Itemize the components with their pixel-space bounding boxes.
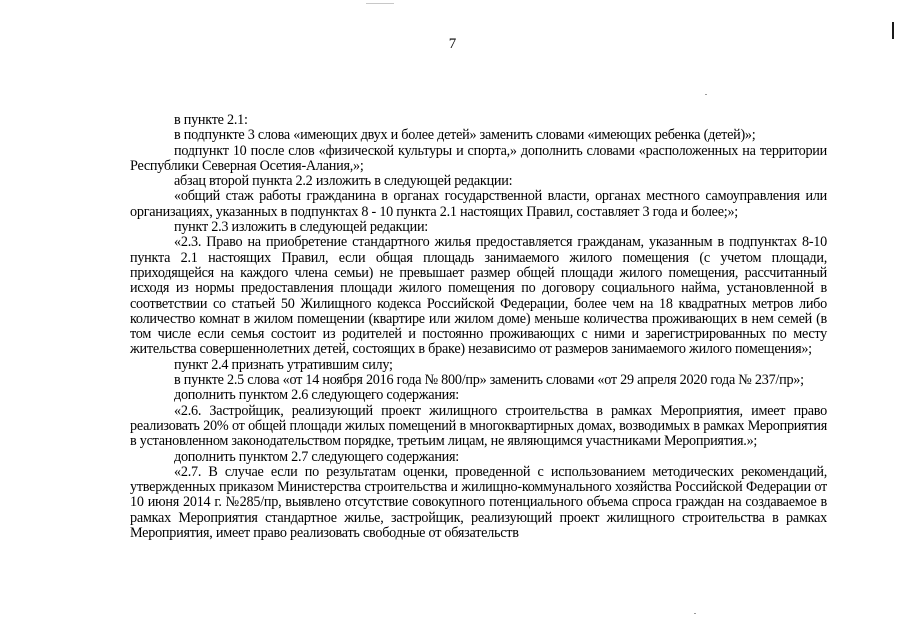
paragraph: абзац второй пункта 2.2 изложить в следующей редакции:	[174, 173, 513, 190]
paragraph: дополнить пунктом 2.6 следующего содержания:	[174, 387, 459, 404]
paragraph: в пункте 2.1:	[174, 112, 248, 128]
paragraph: «2.6. Застройщик, реализующий проект жилищного строительства в рамках Мероприятия, имеет право реализовать 20% от общей площади жилых помещений в многоквартирных домах, возводимых в рамках Мероприятия в установленном законодательством порядке, третьим лицам, не являющимся участниками Мероприятия.»;	[130, 402, 827, 450]
paragraph: подпункт 10 после слов «физической культуры и спорта,» дополнить словами «расположенных на территории Республики Северная Осетия-Алания,»;	[130, 142, 827, 174]
scan-artifact-top	[366, 0, 394, 4]
scan-speck	[705, 94, 707, 95]
paragraph: в пункте 2.5 слова «от 14 ноября 2016 года № 800/пр» заменить словами «от 29 апреля 2020 года № 237/пр»;	[174, 372, 804, 389]
document-body	[130, 113, 827, 541]
paragraph: дополнить пунктом 2.7 следующего содержания:	[174, 448, 459, 465]
paragraph: «2.3. Право на приобретение стандартного жилья предоставляется гражданам, указанным в подпунктах 8-10 пункта 2.1 настоящих Правил, если общая площадь занимаемого жилого помещения (с учетом площади, приходящейся на каждого члена семьи) не превышает размер общей площади жилого помещения, рассчитанный исходя из нормы предоставления площади жилого помещения по договору социального найма, установленной в соответствии со статьей 50 Жилищного кодекса Российской Федерации, более чем на 18 квадратных метров либо количество комнат в жилом помещении (квартире или жилом доме) меньше количества проживающих в нем семей (в том числе если семья состоит из родителей и постоянно проживающих с ними и зарегистрированных по месту жительства совершеннолетних детей, состоящих в браке) независимо от размеров занимаемого жилого помещения»;	[130, 234, 827, 358]
paragraph: «2.7. В случае если по результатам оценки, проведенной с использованием методических рекомендаций, утвержденных приказом Министерства строительства и жилищно-коммунального хозяйства Российской Федерации от 10 июня 2014 г. №285/пр, выявлено отсутствие совокупного потенциального объема спроса граждан на создаваемое в рамках Мероприятия стандартное жилье, застройщик, реализующий проект жилищного строительства в рамках Мероприятия, имеет право реализовать свободные от обязательств	[130, 463, 827, 542]
scan-speck	[694, 613, 696, 614]
page-number: 7	[448, 36, 457, 52]
paragraph: пункт 2.3 изложить в следующей редакции:	[174, 219, 428, 236]
paragraph: пункт 2.4 признать утратившим силу;	[174, 356, 393, 373]
paragraph: в подпункте 3 слова «имеющих двух и более детей» заменить словами «имеющих ребенка (детей)»;	[174, 127, 756, 144]
paragraph: «общий стаж работы гражданина в органах государственной власти, органах местного самоуправления или организациях, указанных в подпунктах 8 - 10 пункта 2.1 настоящих Правил, составляет 3 года и более;»;	[130, 188, 827, 220]
